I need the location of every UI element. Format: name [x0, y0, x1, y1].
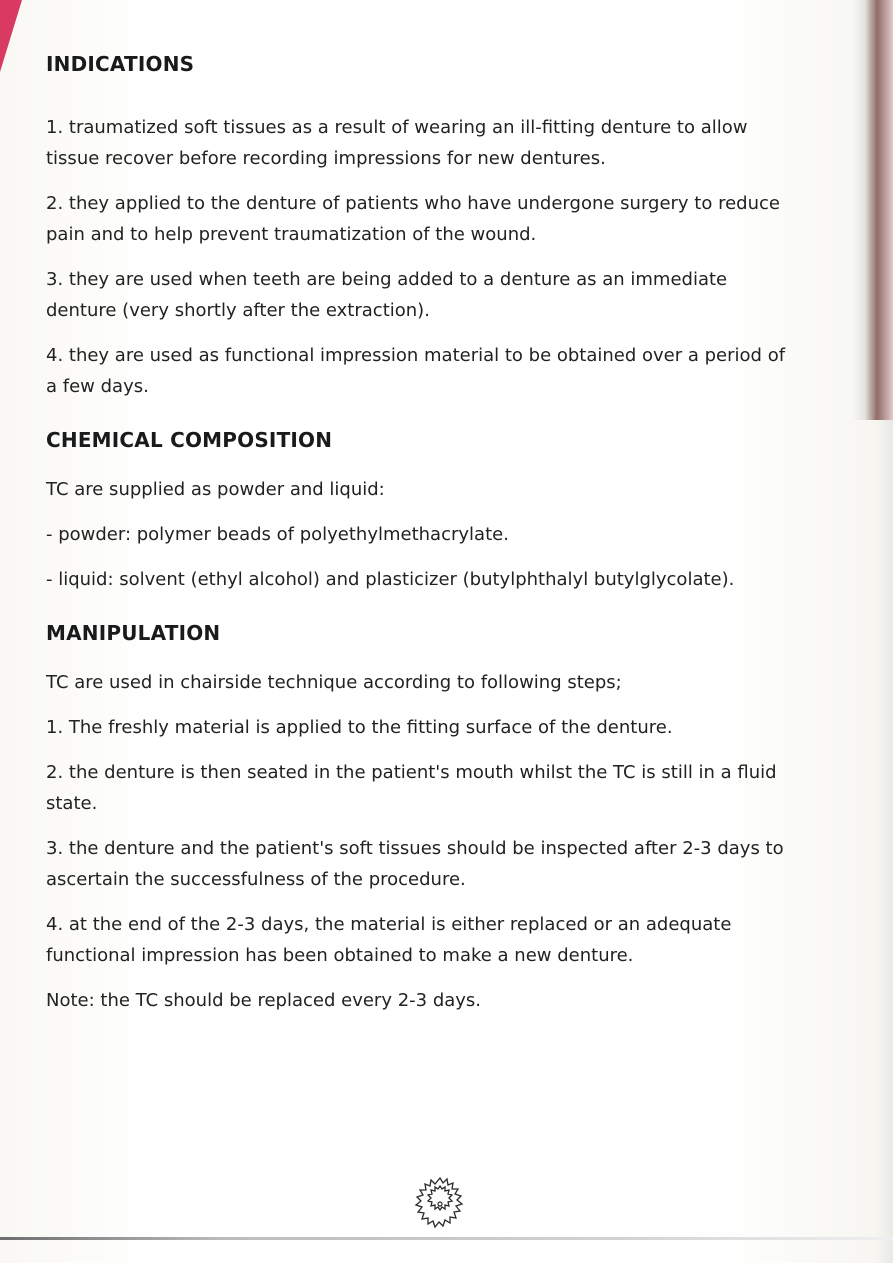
chemical-composition-heading: CHEMICAL COMPOSITION — [46, 428, 333, 452]
manipulation-step-1: 1. The freshly material is applied to the fitting surface of the denture. — [46, 717, 673, 738]
indications-heading: INDICATIONS — [46, 52, 195, 76]
page-edge-shadow — [853, 0, 893, 420]
indication-item-3: 3. they are used when teeth are being added to a denture as an immediate denture (very shortly after the extraction). — [46, 269, 728, 321]
indications-section — [46, 52, 786, 402]
bottom-edge-line — [0, 1237, 893, 1240]
manipulation-step-3: 3. the denture and the patient's soft tissues should be inspected after 2-3 days to ascertain the successfulness of the procedure. — [46, 838, 784, 890]
composition-intro: TC are supplied as powder and liquid: — [46, 479, 385, 500]
indication-item-1: 1. traumatized soft tissues as a result of wearing an ill-fitting denture to allow tissue recover before recording impressions for new dentures. — [46, 117, 748, 169]
composition-item-liquid: - liquid: solvent (ethyl alcohol) and plasticizer (butylphthalyl butylglycolate). — [46, 569, 735, 590]
indication-item-4: 4. they are used as functional impression material to be obtained over a period of a few days. — [46, 345, 786, 397]
manipulation-note: Note: the TC should be replaced every 2-3 days. — [46, 990, 482, 1011]
manipulation-step-2: 2. the denture is then seated in the patient's mouth whilst the TC is still in a fluid state. — [46, 762, 777, 814]
document-body — [46, 52, 786, 1016]
corner-tab-decoration — [0, 0, 22, 72]
chemical-composition-section — [46, 428, 786, 595]
manipulation-heading: MANIPULATION — [46, 621, 221, 645]
sunburst-seal-icon — [399, 1172, 481, 1236]
page-edge-shadow-lower — [875, 420, 893, 1263]
manipulation-intro: TC are used in chairside technique according to following steps; — [46, 672, 622, 693]
manipulation-section — [46, 621, 786, 1016]
indication-item-2: 2. they applied to the denture of patients who have undergone surgery to reduce pain and to help prevent traumatization of the wound. — [46, 193, 780, 245]
manipulation-step-4: 4. at the end of the 2-3 days, the material is either replaced or an adequate functional impression has been obtained to make a new denture. — [46, 914, 732, 966]
composition-item-powder: - powder: polymer beads of polyethylmethacrylate. — [46, 524, 509, 545]
